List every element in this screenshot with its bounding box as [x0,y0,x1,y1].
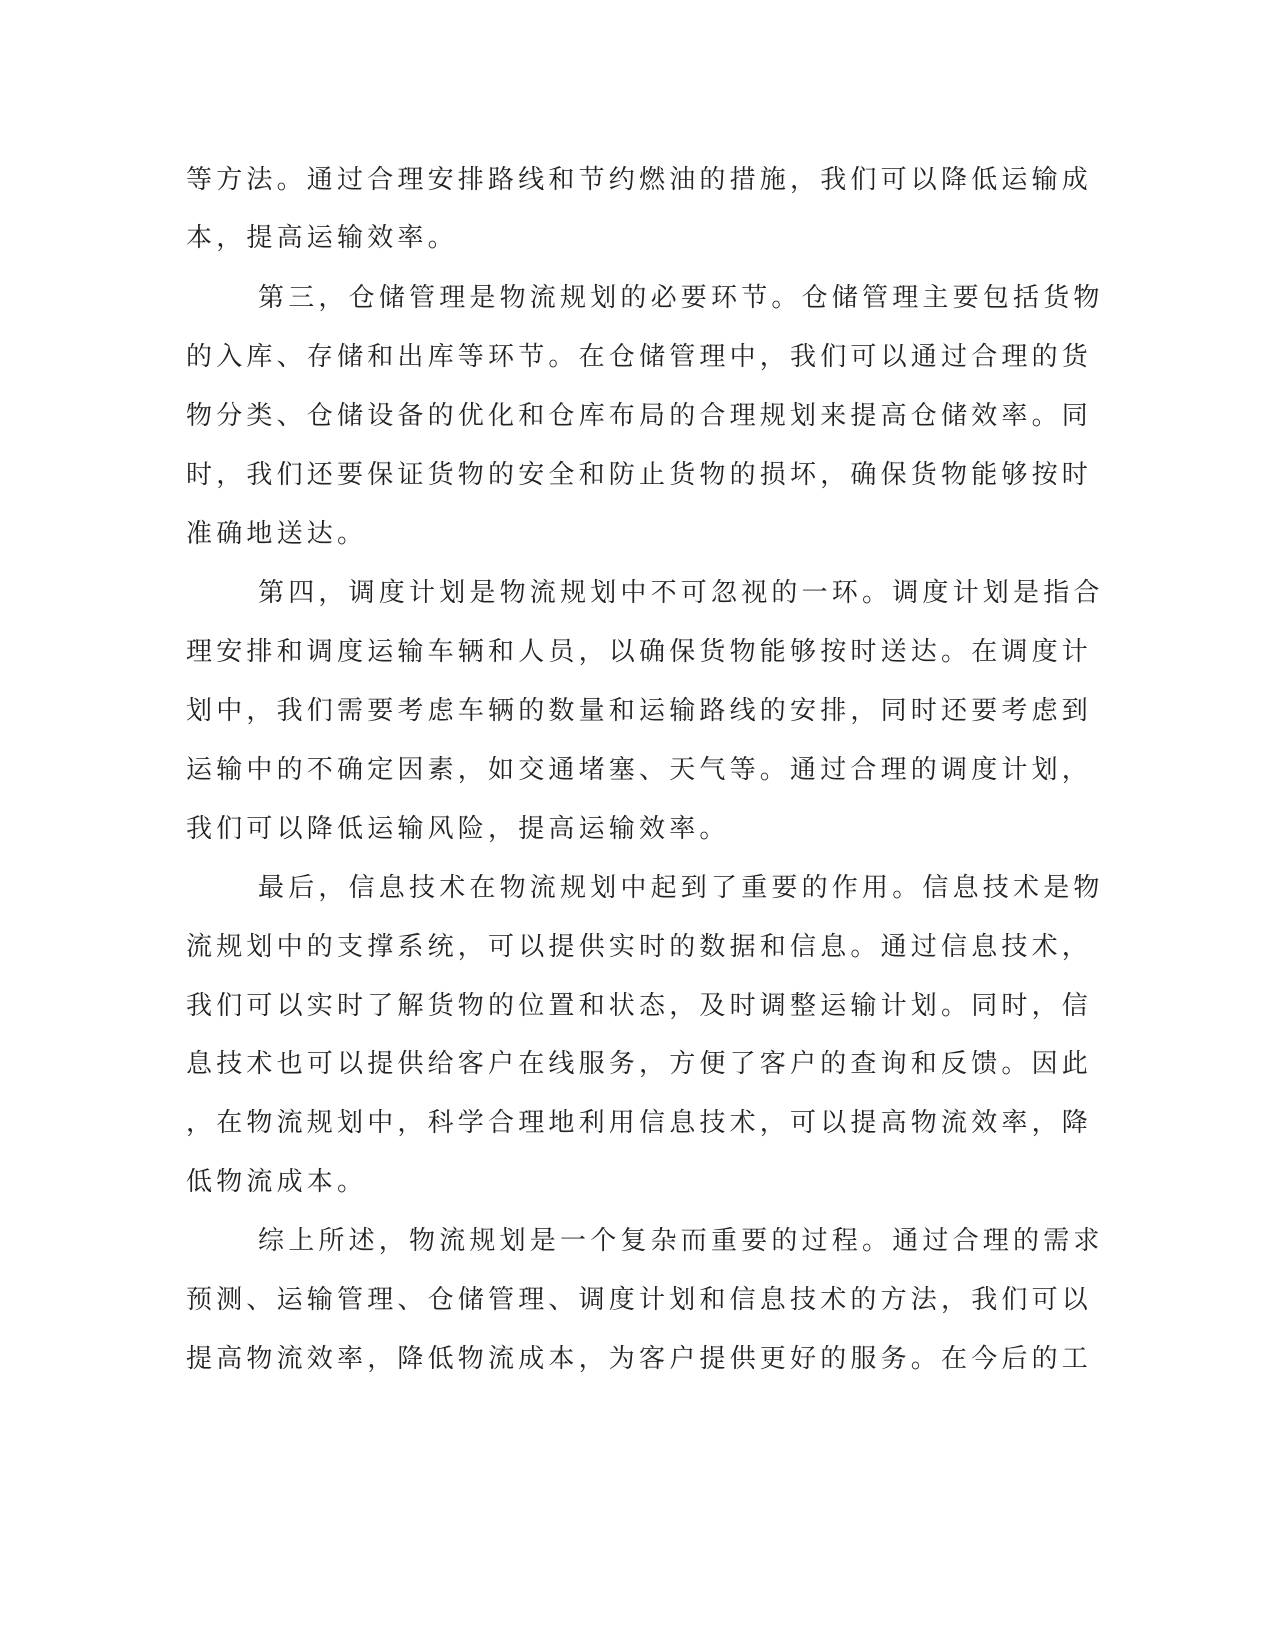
text-line: 我们可以降低运输风险，提高运输效率。 [186,814,730,844]
text-line: ，在物流规划中，科学合理地利用信息技术，可以提高物流效率，降 [186,1108,1093,1138]
text-line: 提高物流效率，降低物流成本，为客户提供更好的服务。在今后的工 [186,1344,1093,1374]
paragraph-first-line: 第三，仓储管理是物流规划的必要环节。仓储管理主要包括货物 [258,283,1104,313]
text-line: 划中，我们需要考虑车辆的数量和运输路线的安排，同时还要考虑到 [186,696,1093,726]
paragraph-first-line: 第四，调度计划是物流规划中不可忽视的一环。调度计划是指合 [258,578,1104,608]
text-line: 物分类、仓储设备的优化和仓库布局的合理规划来提高仓储效率。同 [186,401,1093,431]
text-line: 低物流成本。 [186,1167,368,1197]
text-line: 息技术也可以提供给客户在线服务，方便了客户的查询和反馈。因此 [186,1049,1093,1079]
text-line: 流规划中的支撑系统，可以提供实时的数据和信息。通过信息技术， [186,932,1093,962]
text-line: 我们可以实时了解货物的位置和状态，及时调整运输计划。同时，信 [186,991,1093,1021]
text-line: 预测、运输管理、仓储管理、调度计划和信息技术的方法，我们可以 [186,1285,1093,1315]
paragraph-first-line: 综上所述，物流规划是一个复杂而重要的过程。通过合理的需求 [258,1226,1104,1256]
text-line: 等方法。通过合理安排路线和节约燃油的措施，我们可以降低运输成 [186,165,1093,195]
text-line: 本，提高运输效率。 [186,223,458,253]
text-line: 准确地送达。 [186,519,368,549]
text-line: 理安排和调度运输车辆和人员，以确保货物能够按时送达。在调度计 [186,637,1093,667]
text-line: 运输中的不确定因素，如交通堵塞、天气等。通过合理的调度计划， [186,755,1093,785]
paragraph-first-line: 最后，信息技术在物流规划中起到了重要的作用。信息技术是物 [258,873,1104,903]
text-line: 的入库、存储和出库等环节。在仓储管理中，我们可以通过合理的货 [186,342,1093,372]
text-line: 时，我们还要保证货物的安全和防止货物的损坏，确保货物能够按时 [186,460,1093,490]
